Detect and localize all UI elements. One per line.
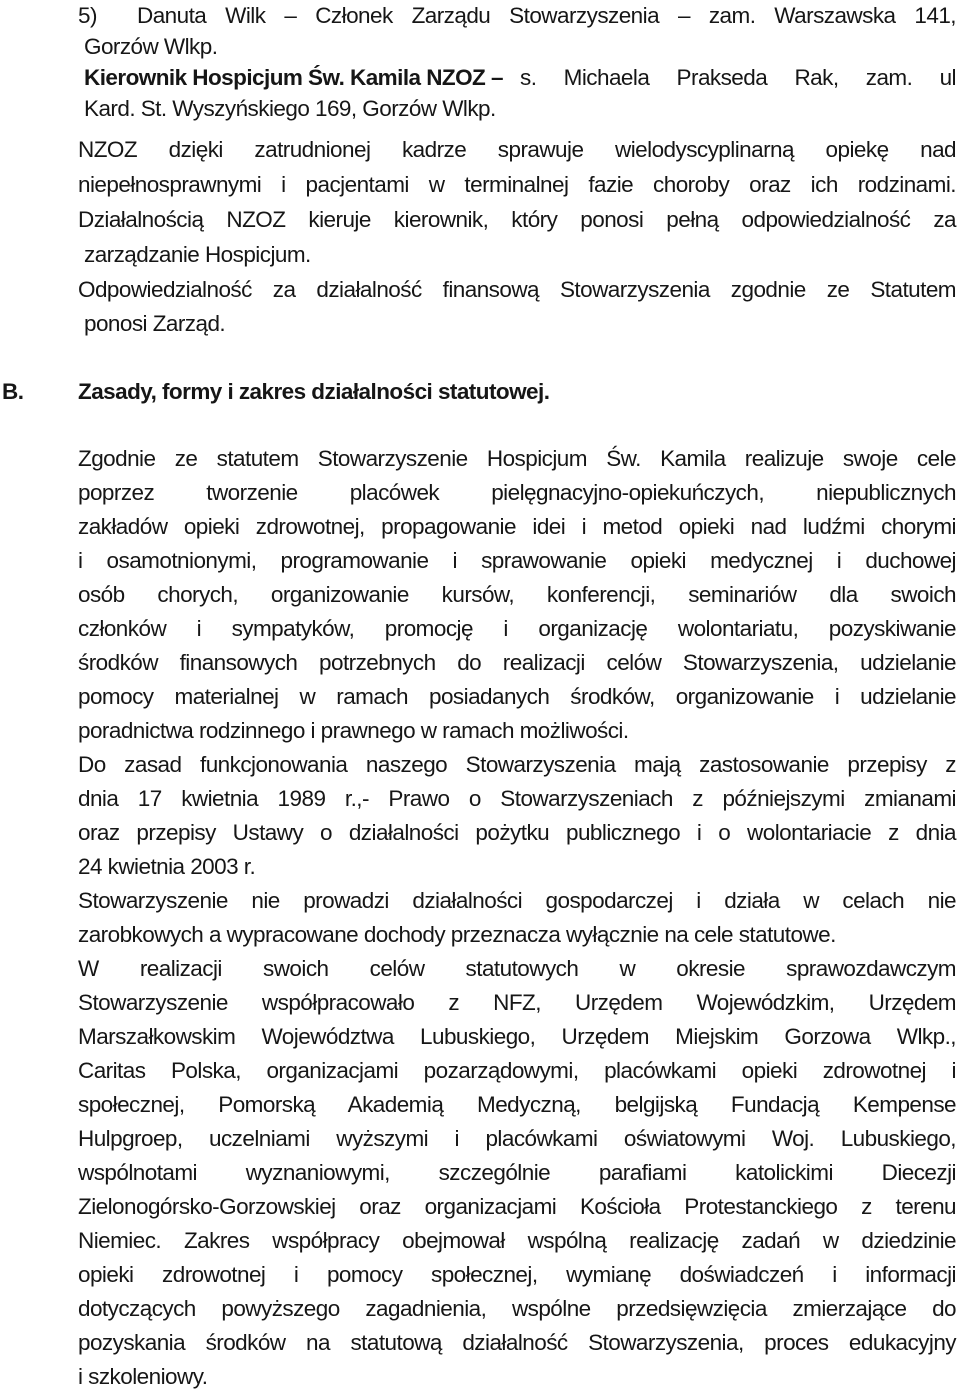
nzoz-line: NZOZ dzięki zatrudnionej kadrze sprawuje wielodyscyplinarną opiekę nad <box>78 137 956 162</box>
body-line: Do zasad funkcjonowania naszego Stowarzyszenia mają zastosowanie przepisy z <box>78 752 956 777</box>
item5-line3: s. Michaela Prakseda Rak, zam. ul <box>520 65 956 90</box>
body-line: pozyskania środków na statutową działalność Stowarzyszenia, proces edukacyjny <box>78 1330 956 1355</box>
list-number: 5) <box>78 3 97 28</box>
body-line: W realizacji swoich celów statutowych w okresie sprawozdawczym <box>78 956 956 981</box>
body-line: Zgodnie ze statutem Stowarzyszenie Hospicjum Św. Kamila realizuje swoje cele <box>78 446 956 471</box>
manager-title: Kierownik Hospicjum Św. Kamila NZOZ – <box>84 65 503 90</box>
body-line: wspólnotami wyznaniowymi, szczególnie parafiami katolickimi Diecezji <box>78 1160 956 1185</box>
body-line: środków finansowych potrzebnych do realizacji celów Stowarzyszenia, udzielanie <box>78 650 956 675</box>
body-line: i osamotnionymi, programowanie i sprawowanie opieki medycznej i duchowej <box>78 548 956 573</box>
body-line: Marszałkowskim Województwa Lubuskiego, Urzędem Miejskim Gorzowa Wlkp., <box>78 1024 956 1049</box>
body-line: Caritas Polska, organizacjami pozarządowymi, placówkami opieki zdrowotnej i <box>78 1058 956 1083</box>
body-line: poradnictwa rodzinnego i prawnego w ramach możliwości. <box>78 718 629 743</box>
item5-line1: Danuta Wilk – Członek Zarządu Stowarzyszenia – zam. Warszawska 141, <box>137 3 956 28</box>
body-line: oraz przepisy Ustawy o działalności pożytku publicznego i o wolontariacie z dnia <box>78 820 956 845</box>
nzoz-line: ponosi Zarząd. <box>84 311 226 336</box>
nzoz-line: zarządzanie Hospicjum. <box>84 242 311 267</box>
body-line: pomocy materialnej w ramach posiadanych środków, organizowanie i udzielanie <box>78 684 956 709</box>
body-line: członków i sympatyków, promocję i organizację wolontariatu, pozyskiwanie <box>78 616 956 641</box>
body-line: zarobkowych a wypracowane dochody przeznacza wyłącznie na cele statutowe. <box>78 922 836 947</box>
body-line: dnia 17 kwietnia 1989 r.,- Prawo o Stowarzyszeniach z późniejszymi zmianami <box>78 786 956 811</box>
body-line: Niemiec. Zakres współpracy obejmował wspólną realizację zadań w dziedzinie <box>78 1228 956 1253</box>
item5-line4: Kard. St. Wyszyńskiego 169, Gorzów Wlkp. <box>84 96 496 121</box>
nzoz-line: Działalnością NZOZ kieruje kierownik, który ponosi pełną odpowiedzialność za <box>78 207 956 232</box>
body-line: opieki zdrowotnej i pomocy społecznej, wymianę doświadczeń i informacji <box>78 1262 956 1287</box>
body-line: Stowarzyszenie nie prowadzi działalności gospodarczej i działa w celach nie <box>78 888 956 913</box>
body-line: 24 kwietnia 2003 r. <box>78 854 256 879</box>
body-line: zakładów opieki zdrowotnej, propagowanie idei i metod opieki nad ludźmi chorymi <box>78 514 956 539</box>
body-line: Stowarzyszenie współpracowało z NFZ, Urzędem Wojewódzkim, Urzędem <box>78 990 956 1015</box>
body-line: Zielonogórsko-Gorzowskiej oraz organizacjami Kościoła Protestanckiego z terenu <box>78 1194 956 1219</box>
body-line: społecznej, Pomorską Akademią Medyczną, belgijską Fundacją Kempense <box>78 1092 956 1117</box>
nzoz-line: niepełnosprawnymi i pacjentami w terminalnej fazie choroby oraz ich rodzinami. <box>78 172 956 197</box>
item5-line2: Gorzów Wlkp. <box>84 34 218 59</box>
body-line: osób chorych, organizowanie kursów, konferencji, seminariów dla swoich <box>78 582 956 607</box>
nzoz-line: Odpowiedzialność za działalność finansową Stowarzyszenia zgodnie ze Statutem <box>78 277 956 302</box>
body-line: i szkoleniowy. <box>78 1364 208 1389</box>
body-line: Hulpgroep, uczelniami wyższymi i placówkami oświatowymi Woj. Lubuskiego, <box>78 1126 956 1151</box>
section-label: B. <box>2 379 24 404</box>
section-heading: Zasady, formy i zakres działalności statutowej. <box>78 379 550 404</box>
body-line: dotyczących powyższego zagadnienia, wspólne przedsięwzięcia zmierzające do <box>78 1296 956 1321</box>
body-line: poprzez tworzenie placówek pielęgnacyjno-opiekuńczych, niepublicznych <box>78 480 956 505</box>
